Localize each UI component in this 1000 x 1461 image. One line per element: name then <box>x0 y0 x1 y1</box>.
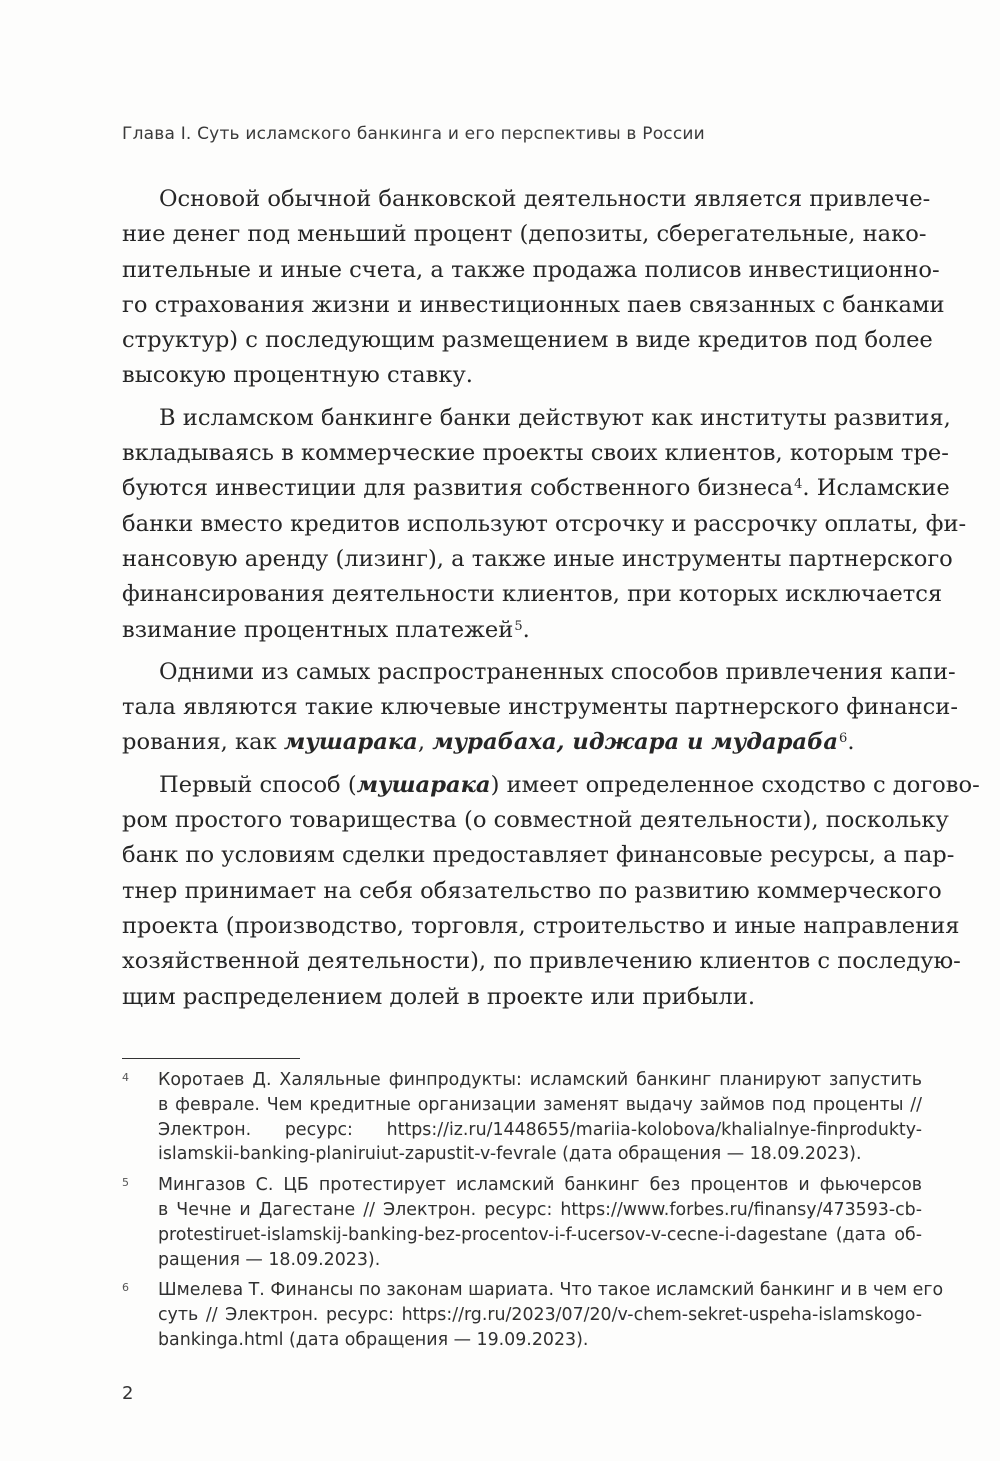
footnote-line: Коротаев Д. Халяльные финпродукты: исламский банкинг планируют запустить <box>158 1070 922 1090</box>
text-segment: . <box>522 616 530 643</box>
text-segment: буются инвестиции для развития собственного бизнеса <box>122 475 794 502</box>
text-line: Одними из самых распространенных способов привлечения капи- <box>159 658 956 685</box>
paragraph-4 <box>122 768 980 1015</box>
paragraph-2 <box>122 401 967 648</box>
text-line: ние денег под меньший процент (депозиты, сберегательные, нако- <box>122 221 927 248</box>
footnote-line: в Чечне и Дагестане // Электрон. ресурс: https://www.forbes.ru/finansy/473593-cb- <box>158 1199 922 1220</box>
text-line: банки вместо кредитов используют отсрочку и рассрочку оплаты, фи- <box>122 510 967 537</box>
footnote-line: Электрон. ресурс: https://iz.ru/1448655/mariia-kolobova/khalialnye-finprodukty- <box>158 1119 922 1140</box>
footnote-number: 4 <box>122 1071 129 1084</box>
text-line <box>122 471 950 506</box>
text-line: тнер принимает на себя обязательство по развитию коммерческого <box>122 877 942 904</box>
footnote-5 <box>122 1173 922 1272</box>
text-line: структур) с последующим размещением в виде кредитов под более <box>122 327 933 354</box>
text-line <box>122 768 980 803</box>
footnote-number: 6 <box>122 1281 129 1295</box>
text-segment: . <box>847 729 855 756</box>
text-line: хозяйственной деятельности), по привлечению клиентов с последую- <box>122 948 961 975</box>
main-text <box>122 182 980 1015</box>
footnotes <box>122 1068 944 1359</box>
footnote-ref[interactable]: 4 <box>794 477 803 493</box>
running-head: Глава I. Суть исламского банкинга и его перспективы в России <box>122 124 705 144</box>
text-line: щим распределением долей в проекте или прибыли. <box>122 983 756 1010</box>
footnote-6 <box>122 1278 944 1352</box>
text-line: нансовую аренду (лизинг), а также иные инструменты партнерского <box>122 545 953 572</box>
footnote-4 <box>122 1068 922 1167</box>
text-line <box>122 725 922 760</box>
text-line: высокую процентную ставку. <box>122 362 473 389</box>
footnote-number: 5 <box>122 1176 129 1190</box>
text-line: банк по условиям сделки предоставляет финансовые ресурсы, а пар- <box>122 842 955 869</box>
text-segment: взимание процентных платежей <box>122 616 514 643</box>
footnote-line: islamskii-banking-planiruiut-zapustit-v-fevrale (дата обращения — 18.09.2023). <box>158 1144 862 1165</box>
footnote-ref[interactable]: 6 <box>839 731 848 747</box>
text-line <box>122 613 922 648</box>
text-segment: ) имеет определенное сходство с догово- <box>490 771 980 798</box>
term-musharaka: мушарака <box>283 729 418 756</box>
page-number: 2 <box>122 1383 134 1404</box>
footnote-ref[interactable]: 5 <box>514 618 523 634</box>
footnote-line: Шмелева Т. Финансы по законам шариата. Что такое исламский банкинг и в чем его <box>158 1280 944 1301</box>
text-line: проекта (производство, торговля, строительство и иные направления <box>122 912 960 939</box>
text-segment: Первый способ ( <box>159 771 357 798</box>
text-line: финансирования деятельности клиентов, при которых исключается <box>122 581 943 608</box>
text-line: вкладываясь в коммерческие проекты своих клиентов, которым тре- <box>122 440 949 467</box>
term-list: мурабаха, иджара и мудараба <box>432 729 839 756</box>
term-musharaka: мушарака <box>356 771 491 798</box>
footnote-line: в феврале. Чем кредитные организации заменят выдачу займов под проценты // <box>158 1094 922 1115</box>
text-line: ром простого товарищества (о совместной деятельности), поскольку <box>122 807 949 834</box>
footnote-line: protestiruet-islamskij-banking-bez-procentov-i-f-ucersov-v-cecne-i-dagestane (дата об- <box>158 1224 922 1245</box>
footnote-line: bankinga.html (дата обращения — 19.09.2023). <box>158 1329 589 1350</box>
text-line: пительные и иные счета, а также продажа полисов инвестиционно- <box>122 256 940 283</box>
text-line: тала являются такие ключевые инструменты партнерского финанси- <box>122 694 958 721</box>
footnote-divider <box>122 1058 300 1059</box>
text-segment: , <box>417 729 433 756</box>
footnote-line: ращения — 18.09.2023). <box>158 1249 381 1270</box>
text-line: В исламском банкинге банки действуют как институты развития, <box>159 404 951 431</box>
text-segment: рования, как <box>122 729 284 756</box>
text-line: го страхования жизни и инвестиционных паев связанных с банками <box>122 291 945 318</box>
text-line: Основой обычной банковской деятельности является привлече- <box>159 186 931 212</box>
paragraph-1 <box>122 182 945 394</box>
footnote-line: Мингазов С. ЦБ протестирует исламский банкинг без процентов и фьючерсов <box>158 1175 922 1196</box>
footnote-line: суть // Электрон. ресурс: https://rg.ru/2023/07/20/v-chem-sekret-uspeha-islamskogo- <box>158 1305 922 1326</box>
text-segment: . Исламские <box>802 475 950 502</box>
paragraph-3 <box>122 655 958 761</box>
